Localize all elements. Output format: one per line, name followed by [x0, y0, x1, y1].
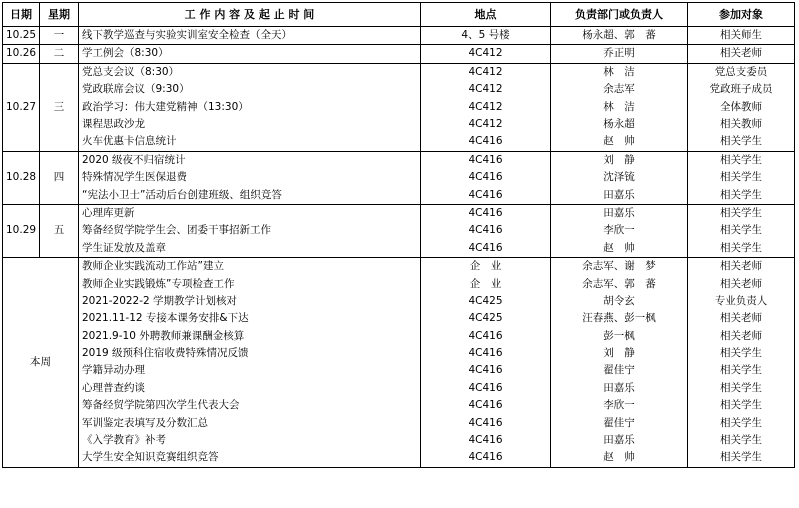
schedule-body [3, 27, 795, 468]
task-place: 企 业 [469, 260, 502, 273]
task-audience-cell [688, 45, 795, 63]
header-place: 地点 [421, 3, 551, 27]
task-audience: 相关学生 [720, 153, 762, 166]
task-place: 4C416 [468, 329, 503, 342]
task-owner: 杨永超、郭 蕃 [582, 29, 656, 41]
task-content-cell [79, 151, 421, 204]
task-audience-cell [688, 258, 795, 468]
task-owner: 彭一枫 [603, 329, 635, 342]
day-group-row [3, 204, 795, 257]
task-audience: 相关教师 [720, 117, 762, 130]
task-owner: 翟佳宁 [603, 416, 635, 429]
task-audience: 相关学生 [720, 416, 762, 429]
task-audience: 相关老师 [720, 260, 762, 273]
date-cell: 10.26 [3, 45, 40, 63]
task-content: 2021.11-12 专接本课务安排&下达 [82, 312, 249, 325]
task-content: 筹备经贸学院第四次学生代表大会 [82, 399, 240, 412]
task-content: 心理库更新 [82, 206, 135, 219]
task-audience: 相关学生 [720, 381, 762, 394]
header-owner: 负责部门或负责人 [551, 3, 688, 27]
task-audience: 相关学生 [720, 206, 762, 219]
task-content: 教师企业实践锻炼”专项检查工作 [82, 277, 235, 290]
task-owner: 汪春燕、彭一枫 [582, 312, 656, 325]
task-owner: 林 洁 [603, 65, 635, 78]
task-place-cell [421, 258, 551, 468]
week-label-cell: 本周 [3, 258, 79, 468]
task-content: 军训鉴定表填写及分数汇总 [82, 416, 208, 429]
task-place: 4C412 [468, 100, 503, 113]
task-audience: 相关学生 [720, 399, 762, 412]
task-content-cell [79, 27, 421, 45]
task-place: 4C425 [468, 312, 503, 325]
task-owner: 田嘉乐 [603, 188, 635, 201]
task-place: 4、5 号楼 [461, 29, 510, 41]
day-group-row [3, 151, 795, 204]
task-owner: 余志军、谢 梦 [582, 260, 656, 273]
task-audience: 相关学生 [720, 347, 762, 360]
task-audience: 相关学生 [720, 171, 762, 184]
task-owner: 田嘉乐 [603, 381, 635, 394]
task-content-cell [79, 258, 421, 468]
task-content: 党总支会议（8:30） [82, 65, 180, 78]
task-audience: 相关老师 [720, 277, 762, 290]
task-place: 4C412 [468, 65, 503, 78]
task-content: 2021-2022-2 学期教学计划核对 [82, 294, 238, 307]
task-place: 4C416 [468, 434, 503, 447]
task-place: 4C416 [468, 347, 503, 360]
task-owner-cell [551, 63, 688, 151]
weekday-cell: 一 [40, 27, 79, 45]
date-cell: 10.27 [3, 63, 40, 151]
task-place-cell [421, 63, 551, 151]
task-content: 2020 级夜不归宿统计 [82, 153, 186, 166]
task-content: 特殊情况学生医保退费 [82, 171, 187, 184]
weekday-cell: 五 [40, 204, 79, 257]
task-place: 4C416 [468, 381, 503, 394]
task-place: 4C425 [468, 294, 503, 307]
task-owner: 杨永超 [603, 117, 635, 130]
task-owner-cell [551, 204, 688, 257]
task-audience: 相关学生 [720, 135, 762, 148]
task-content: 大学生安全知识竞赛组织竞答 [82, 451, 219, 464]
header-weekday: 星期 [40, 3, 79, 27]
task-audience: 全体教师 [720, 100, 762, 113]
task-audience: 相关老师 [720, 329, 762, 342]
task-audience-cell [688, 63, 795, 151]
date-cell: 10.29 [3, 204, 40, 257]
day-group-row [3, 45, 795, 63]
header-content: 工 作 内 容 及 起 止 时 间 [79, 3, 421, 27]
task-audience: 相关学生 [720, 224, 762, 237]
task-content: 学籍异动办理 [82, 364, 145, 377]
task-owner-cell [551, 151, 688, 204]
header-date: 日期 [3, 3, 40, 27]
task-owner: 余志军、郭 蕃 [582, 277, 656, 290]
task-owner: 胡令玄 [603, 294, 635, 307]
task-owner: 田嘉乐 [603, 206, 635, 219]
task-place: 4C412 [468, 83, 503, 96]
task-content-cell [79, 45, 421, 63]
task-content: 课程思政沙龙 [82, 117, 145, 130]
task-place: 4C416 [468, 135, 503, 148]
task-place: 4C416 [468, 153, 503, 166]
task-place: 4C416 [468, 171, 503, 184]
task-audience: 相关师生 [720, 29, 762, 41]
task-audience: 相关学生 [720, 451, 762, 464]
task-audience: 相关老师 [720, 312, 762, 325]
task-place-cell [421, 151, 551, 204]
task-place: 4C416 [468, 241, 503, 254]
task-owner: 李欣一 [603, 224, 635, 237]
task-content: 教师企业实践流动工作站”建立 [82, 260, 224, 273]
task-owner-cell [551, 258, 688, 468]
task-owner: 田嘉乐 [603, 434, 635, 447]
task-place-cell [421, 27, 551, 45]
task-audience-cell [688, 151, 795, 204]
task-content: 火车优惠卡信息统计 [82, 135, 177, 148]
task-content: 党政联席会议（9:30） [82, 83, 190, 96]
day-group-row [3, 63, 795, 151]
task-owner: 赵 帅 [603, 451, 635, 464]
task-content: 学工例会（8:30） [82, 47, 169, 60]
task-place-cell [421, 45, 551, 63]
day-group-row [3, 27, 795, 45]
task-place: 4C416 [468, 416, 503, 429]
task-owner: 乔正明 [603, 47, 635, 60]
task-owner: 刘 静 [603, 153, 635, 166]
task-audience-cell [688, 204, 795, 257]
task-audience: 相关学生 [720, 364, 762, 377]
task-owner: 赵 帅 [603, 241, 635, 254]
week-group-row [3, 258, 795, 468]
task-content: 政治学习：伟大建党精神（13:30） [82, 100, 249, 113]
task-content: 2021.9-10 外聘教师兼课酬金核算 [82, 329, 245, 342]
weekday-cell: 二 [40, 45, 79, 63]
task-audience-cell [688, 27, 795, 45]
task-place: 4C416 [468, 451, 503, 464]
task-place: 4C412 [468, 47, 503, 60]
date-cell: 10.25 [3, 27, 40, 45]
task-owner: 刘 静 [603, 347, 635, 360]
task-place: 4C412 [468, 117, 503, 130]
task-owner: 沈泽锍 [603, 171, 635, 184]
task-content: 心理普查约谈 [82, 381, 145, 394]
date-cell: 10.28 [3, 151, 40, 204]
weekly-schedule-table [2, 2, 795, 468]
task-place: 4C416 [468, 224, 503, 237]
task-audience: 专业负责人 [714, 294, 768, 307]
task-place: 4C416 [468, 399, 503, 412]
weekday-cell: 三 [40, 63, 79, 151]
task-owner: 翟佳宁 [603, 364, 635, 377]
task-content-cell [79, 204, 421, 257]
task-audience: 相关老师 [720, 47, 762, 60]
task-content: “宪法小卫士”活动后台创建班级、组织竞答 [82, 188, 282, 201]
task-place: 4C416 [468, 364, 503, 377]
task-place-cell [421, 204, 551, 257]
task-owner-cell [551, 45, 688, 63]
task-place: 企 业 [469, 277, 502, 290]
task-content: 2019 级预科住宿收费特殊情况反馈 [82, 347, 249, 360]
header-audience: 参加对象 [688, 3, 795, 27]
task-content: 筹备经贸学院学生会、团委干事招新工作 [82, 224, 271, 237]
task-place: 4C416 [468, 188, 503, 201]
task-owner: 林 洁 [603, 100, 635, 113]
weekday-cell: 四 [40, 151, 79, 204]
task-owner: 李欣一 [603, 399, 635, 412]
task-owner: 赵 帅 [603, 135, 635, 148]
task-content: 线下教学巡查与实验实训室安全检查（全天） [82, 29, 292, 41]
task-audience: 相关学生 [720, 188, 762, 201]
task-owner: 余志军 [603, 83, 635, 96]
task-content: 《入学教育》补考 [82, 434, 166, 447]
header-row [3, 3, 795, 27]
task-audience: 相关学生 [720, 434, 762, 447]
task-audience: 党政班子成员 [709, 83, 773, 96]
task-audience: 党总支委员 [714, 65, 768, 78]
task-audience: 相关学生 [720, 241, 762, 254]
task-content-cell [79, 63, 421, 151]
task-owner-cell [551, 27, 688, 45]
task-content: 学生证发放及盖章 [82, 241, 166, 254]
task-place: 4C416 [468, 206, 503, 219]
